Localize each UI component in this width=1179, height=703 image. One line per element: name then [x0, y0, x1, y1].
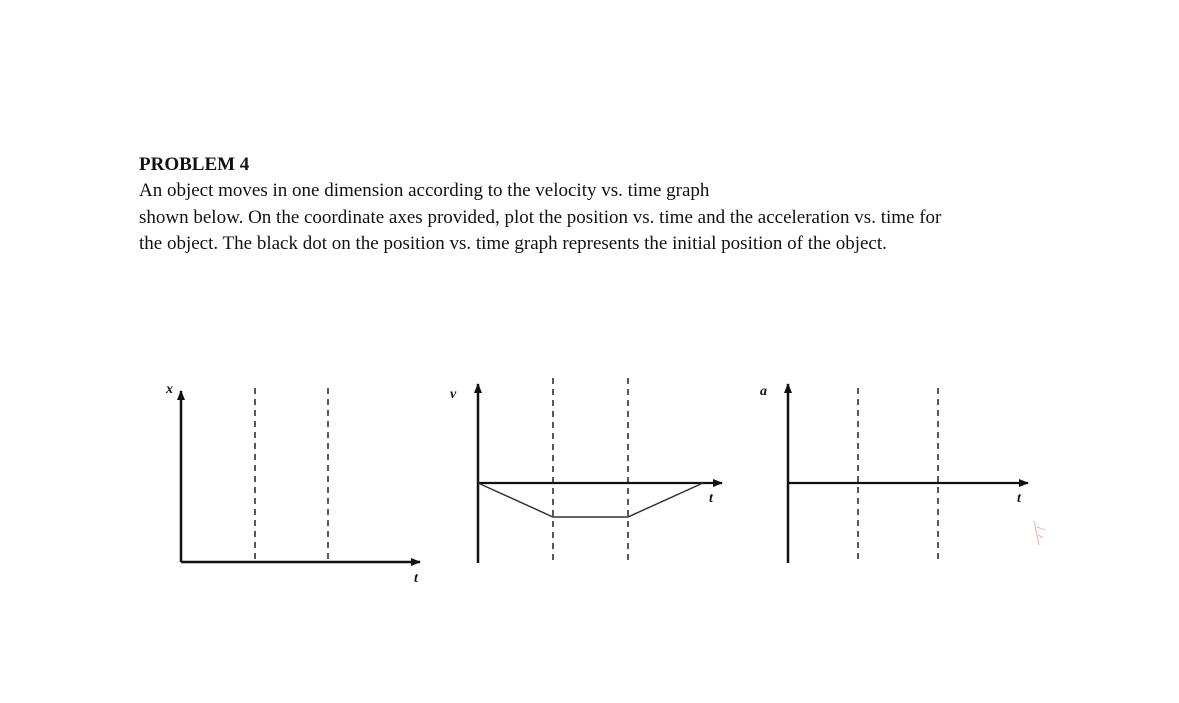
velocity-curve — [478, 483, 703, 517]
position-y-label: x — [166, 382, 173, 397]
velocity-x-label: t — [709, 491, 713, 506]
acceleration-y-label: a — [760, 384, 767, 399]
problem-title: PROBLEM 4 — [139, 154, 250, 175]
velocity-graph — [450, 378, 722, 563]
velocity-y-label: v — [450, 387, 457, 402]
acceleration-graph — [760, 384, 1028, 563]
stray-pen-mark — [1034, 521, 1045, 545]
problem-line-1: An object moves in one dimension according to the velocity vs. time graph — [139, 180, 710, 201]
problem-line-3: the object. The black dot on the position vs. time graph represents the initial position of the object. — [139, 233, 887, 254]
acceleration-x-label: t — [1017, 491, 1021, 506]
problem-line-2: shown below. On the coordinate axes provided, plot the position vs. time and the acceleration vs. time for — [139, 206, 942, 228]
position-x-label: t — [414, 571, 418, 586]
position-graph — [165, 382, 420, 586]
